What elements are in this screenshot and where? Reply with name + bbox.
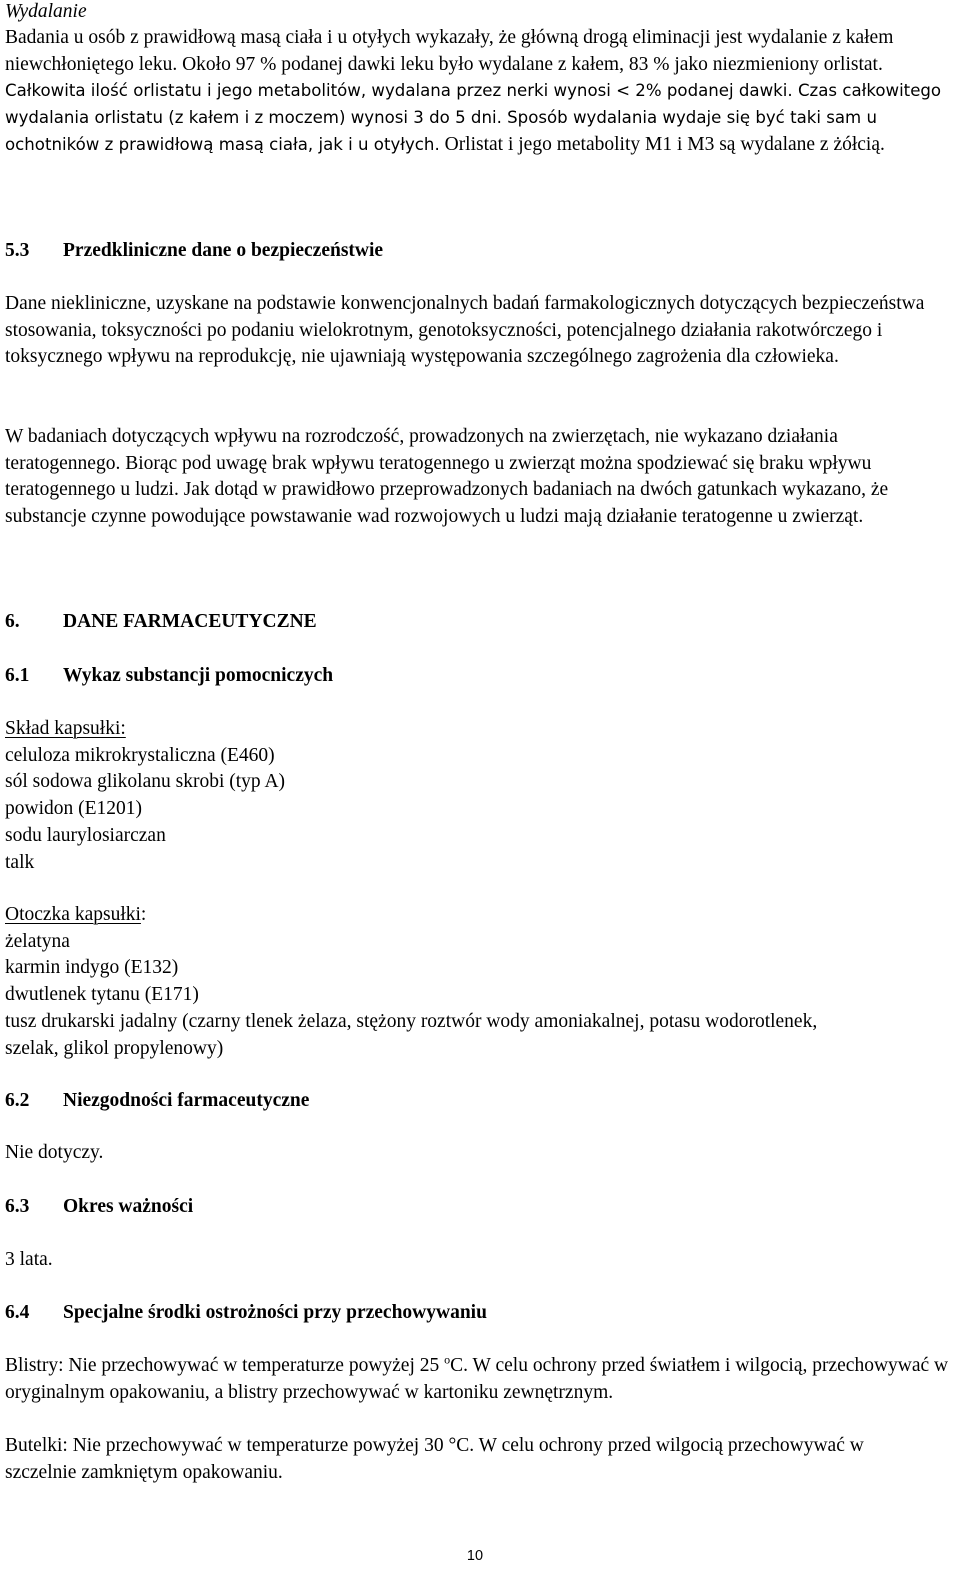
section-6-4-heading <box>5 1300 487 1327</box>
label-colon: : <box>140 904 147 925</box>
storage-blisters-text-2: C. W celu ochrony przed światłem i wilgocią, przechowywać w oryginalnym opakowaniu, a blistry przechowywać w kartoniku zewnętrznym. <box>5 1355 949 1403</box>
list-item: talk <box>5 851 35 873</box>
wydalanie-text-2: Całkowita ilość orlistatu i jego metabolitów, wydalana przez nerki wynosi < 2% podanej dawki. Czas całkowitego wydalania orlistatu (z kałem i z moczem) wynosi 3 do 5 dni. Sposób wydalania wydaje się być taki sam u ochotników z prawidłową masą ciała, jak i u otyłych. <box>5 81 942 154</box>
wydalanie-heading: Wydalanie <box>5 1 87 22</box>
capsule-shell-label <box>5 902 957 929</box>
section-number: 6. <box>5 611 20 632</box>
degree-superscript: o <box>444 1352 451 1367</box>
page-number: 10 <box>466 1548 484 1564</box>
list-item: tusz drukarski jadalny (czarny tlenek żelaza, stężony roztwór wody amoniakalnej, potasu wodorotlenek, szelak, glikol propylenowy) <box>5 1010 818 1059</box>
list-item: karmin indygo (E132) <box>5 957 179 979</box>
section-title: Okres ważności <box>63 1196 194 1217</box>
shelf-life-text: 3 lata. <box>5 1249 53 1270</box>
capsule-composition <box>5 716 285 876</box>
list-item: powidon (E1201) <box>5 798 143 820</box>
section-title: Wykaz substancji pomocniczych <box>63 665 334 686</box>
section-6-2-heading <box>5 1088 309 1115</box>
preclinical-paragraph-1: Dane niekliniczne, uzyskane na podstawie konwencjonalnych badań farmakologicznych dotyczących bezpieczeństwa stosowania, toksyczności po podaniu wielokrotnym, genotoksyczności, potencjalnego działania rakotwórczego i toksycznego wpływu na reprodukcję, nie ujawniają występowania szczególnego zagrożenia dla człowieka. <box>5 293 925 368</box>
section-number: 6.4 <box>5 1302 30 1323</box>
wydalanie-text-3: Orlistat i jego metabolity M1 i M3 są wydalane z żółcią. <box>444 133 885 155</box>
list-item: dwutlenek tytanu (E171) <box>5 984 199 1006</box>
storage-blisters-text: Blistry: Nie przechowywać w temperaturze powyżej 25 <box>5 1355 445 1376</box>
wydalanie-paragraph <box>5 25 957 159</box>
list-item: celuloza mikrokrystaliczna (E460) <box>5 744 275 766</box>
section-title: Przedkliniczne dane o bezpieczeństwie <box>63 240 384 261</box>
section-6-heading <box>5 609 317 636</box>
section-title: DANE FARMACEUTYCZNE <box>63 611 317 632</box>
capsule-shell-label-text: Otoczka kapsułki <box>5 904 141 925</box>
section-number: 6.2 <box>5 1090 30 1111</box>
section-5-3-heading <box>5 238 383 265</box>
section-6-1-heading <box>5 663 333 690</box>
incompatibilities-text: Nie dotyczy. <box>5 1142 104 1163</box>
wydalanie-text-1: Badania u osób z prawidłową masą ciała i u otyłych wykazały, że główną drogą eliminacji jest wydalanie z kałem niewchłoniętego leku. Około 97 % podanej dawki leku było wydalane z kałem, 83 % jako niezmieniony orlistat. <box>5 27 894 75</box>
list-item: żelatyna <box>5 930 70 952</box>
capsule-composition-label: Skład kapsułki: <box>5 718 126 739</box>
section-number: 6.3 <box>5 1196 30 1217</box>
section-6-3-heading <box>5 1194 193 1221</box>
list-item: sodu laurylosiarczan <box>5 824 166 846</box>
section-number: 6.1 <box>5 665 30 686</box>
preclinical-paragraph-2: W badaniach dotyczących wpływu na rozrodczość, prowadzonych na zwierzętach, nie wykazano działania teratogennego. Biorąc pod uwagę brak wpływu teratogennego u zwierząt można spodziewać się braku wpływu teratogennego u ludzi. Jak dotąd w prawidłowo przeprowadzonych badaniach na dwóch gatunkach wykazano, że substancje czynne powodujące powstawanie wad rozwojowych u ludzi mają działanie teratogenne u zwierząt. <box>5 426 889 528</box>
section-title: Niezgodności farmaceutyczne <box>63 1090 310 1111</box>
section-number: 5.3 <box>5 240 30 261</box>
section-title: Specjalne środki ostrożności przy przechowywaniu <box>63 1302 487 1323</box>
storage-bottles-paragraph: Butelki: Nie przechowywać w temperaturze powyżej 30 °C. W celu ochrony przed wilgocią przechowywać w szczelnie zamkniętym opakowaniu. <box>5 1435 864 1483</box>
capsule-shell <box>5 902 957 1062</box>
storage-blisters-paragraph <box>5 1353 957 1406</box>
list-item: sól sodowa glikolanu skrobi (typ A) <box>5 771 286 793</box>
